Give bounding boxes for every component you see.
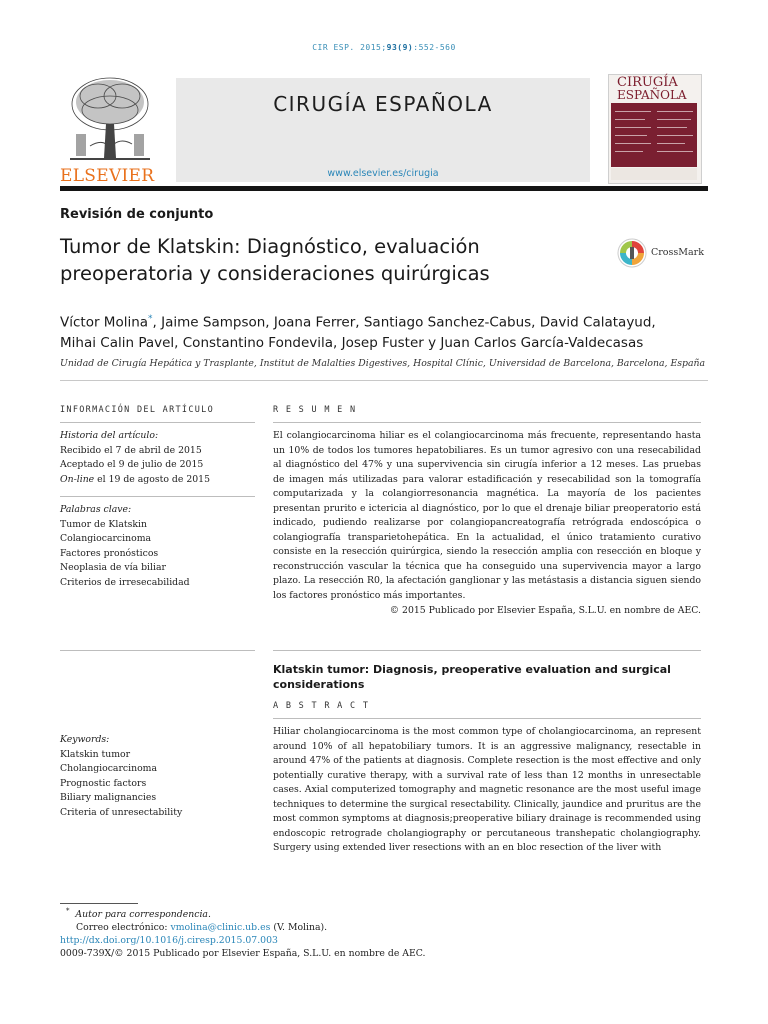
email-link[interactable]: vmolina@clinic.ub.es (170, 922, 271, 934)
issn-copyright: 0009-739X/© 2015 Publicado por Elsevier España, S.L.U. en nombre de AEC. (60, 948, 426, 960)
keywords-en (60, 733, 255, 820)
header-rule (60, 186, 708, 191)
resumen-section (273, 405, 701, 616)
journal-title: CIRUGÍA ESPAÑOLA (273, 92, 493, 116)
abstract-text: Hiliar cholangiocarcinoma is the most common type of cholangiocarcinoma, an represent around 10% of all hepatobiliary tumors. It is an aggressive malignancy, resectable in around 47% of the patients at diagnosis. Complete resection is the most effective and only potentially curative therapy, with a survival rate of less than 12 months in unresectable cases. Axial computerized tomography and magnetic resonance are the most useful image techniques to determine the surgical resectability. Clinically, jaundice and pruritus are the most common symptoms at diagnosis;preoperative biliary drainage is recommended using endoscopic retrograde cholangiography or percutaneous transhepatic cholangiography. Surgery using extended liver resections with an en bloc resection of the liver with (273, 726, 701, 853)
keywords-en-label: Keywords: (60, 734, 110, 745)
article-title: Tumor de Klatskin: Diagnóstico, evaluación preoperatoria y consideraciones quirúrgicas (60, 235, 490, 285)
divider (273, 650, 701, 651)
keyword-en-item: Cholangiocarcinoma (60, 763, 158, 774)
article-type: Revisión de conjunto (60, 207, 214, 222)
history-label: Historia del artículo: (60, 430, 159, 441)
resumen-heading: R E S U M E N (273, 405, 357, 415)
author-corresponding[interactable]: Víctor Molina (60, 314, 149, 331)
keyword-item: Factores pronósticos (60, 547, 159, 559)
cover-subtitle: ESPAÑOLA (617, 88, 687, 102)
article-info-heading: INFORMACIÓN DEL ARTÍCULO (60, 405, 215, 415)
journal-banner (176, 78, 590, 182)
keyword-item: Neoplasia de vía biliar (60, 562, 166, 573)
divider (273, 422, 701, 423)
keywords-es (60, 503, 255, 590)
elsevier-logo[interactable] (60, 74, 160, 186)
online-date: On-line el 19 de agosto de 2015 (60, 473, 210, 485)
divider (273, 718, 701, 719)
journal-citation: CIR ESP. 2015;93(9):552-560 (312, 43, 456, 52)
tree-icon (60, 74, 160, 164)
author-list (60, 309, 710, 353)
divider (60, 650, 255, 651)
resumen-text: El colangiocarcinoma hiliar es el colangiocarcinoma más frecuente, representando hasta un 10% de todos los tumores hepatobiliares. Es un tumor agresivo con una resecabilidad al diagnóstico del 47% y una supervivencia sin cirugía inferior a 12 meses. Las pruebas de imagen más utilizadas para valorar estadificación y resecabilidad son la tomografía computarizada y la colangiorresonancia magnética. La mayoría de los pacientes presentan prurito e ictericia al diagnóstico, por lo que el drenaje biliar preoperatorio está indicado, pudiendo realizarse por colangiopancreatografía retrógrada endoscópica o colangiografía transparietohepática. En la actualidad, el único tratamiento curativo consiste en la resección quirúrgica, siendo la resección amplia con resección en bloque y reconstrucción vascular la técnica que ha conseguido una supervivencia mayor a largo plazo. La resección R0, la afectación ganglionar y las metástasis a distancia siguen siendo los factores pronóstico más importantes. (273, 430, 701, 601)
article-info-column (60, 405, 255, 590)
accepted-date: Aceptado el 9 de julio de 2015 (60, 459, 204, 470)
english-title: Klatskin tumor: Diagnosis, preoperative evaluation and surgical considerations (273, 663, 671, 691)
footnotes (60, 905, 560, 960)
abstract-section (273, 662, 701, 856)
footnote-rule (60, 903, 138, 904)
keyword-en-item: Criteria of unresectability (60, 806, 183, 818)
crossmark-label: CrossMark (651, 247, 704, 258)
cover-band (611, 103, 697, 167)
cover-title: CIRUGÍA (617, 75, 678, 90)
keyword-en-item: Biliary malignancies (60, 792, 157, 803)
journal-cover-thumbnail[interactable] (608, 74, 702, 184)
crossmark-badge[interactable] (617, 238, 707, 268)
email-line: Correo electrónico: vmolina@clinic.ub.es (V. Molina). (76, 922, 328, 934)
keyword-item: Criterios de irresecabilidad (60, 576, 190, 588)
keyword-en-item: Prognostic factors (60, 777, 147, 789)
divider (60, 496, 255, 497)
resumen-copyright: © 2015 Publicado por Elsevier España, S.L.U. en nombre de AEC. (389, 605, 701, 616)
correspondence-marker[interactable]: * (148, 314, 153, 324)
journal-url-link[interactable]: www.elsevier.es/cirugia (327, 168, 439, 179)
keyword-en-item: Klatskin tumor (60, 748, 131, 760)
keywords-label: Palabras clave: (60, 504, 132, 515)
article-history (60, 429, 255, 487)
authors-line-2: Mihai Calin Pavel, Constantino Fondevila, Josep Fuster y Juan Carlos García-Valdecasas (60, 334, 644, 351)
journal-header (60, 74, 708, 186)
crossmark-icon (617, 238, 647, 268)
elsevier-wordmark: ELSEVIER (60, 166, 155, 186)
correspondence-note: * Autor para correspondencia. (66, 907, 211, 921)
divider (60, 422, 255, 423)
authors-line-1: , Jaime Sampson, Joana Ferrer, Santiago Sanchez-Cabus, David Calatayud, (152, 314, 656, 331)
received-date: Recibido el 7 de abril de 2015 (60, 444, 202, 456)
affiliation: Unidad de Cirugía Hepática y Trasplante, Institut de Malalties Digestives, Hospital Clínic, Universidad de Barcelona, Barcelona, España (60, 358, 706, 369)
doi-link[interactable]: http://dx.doi.org/10.1016/j.ciresp.2015.07.003 (60, 935, 278, 947)
keyword-item: Colangiocarcinoma (60, 533, 152, 544)
abstract-heading: A B S T R A C T (273, 701, 370, 711)
cover-footer (611, 168, 697, 180)
keyword-item: Tumor de Klatskin (60, 518, 147, 530)
divider (60, 380, 708, 381)
